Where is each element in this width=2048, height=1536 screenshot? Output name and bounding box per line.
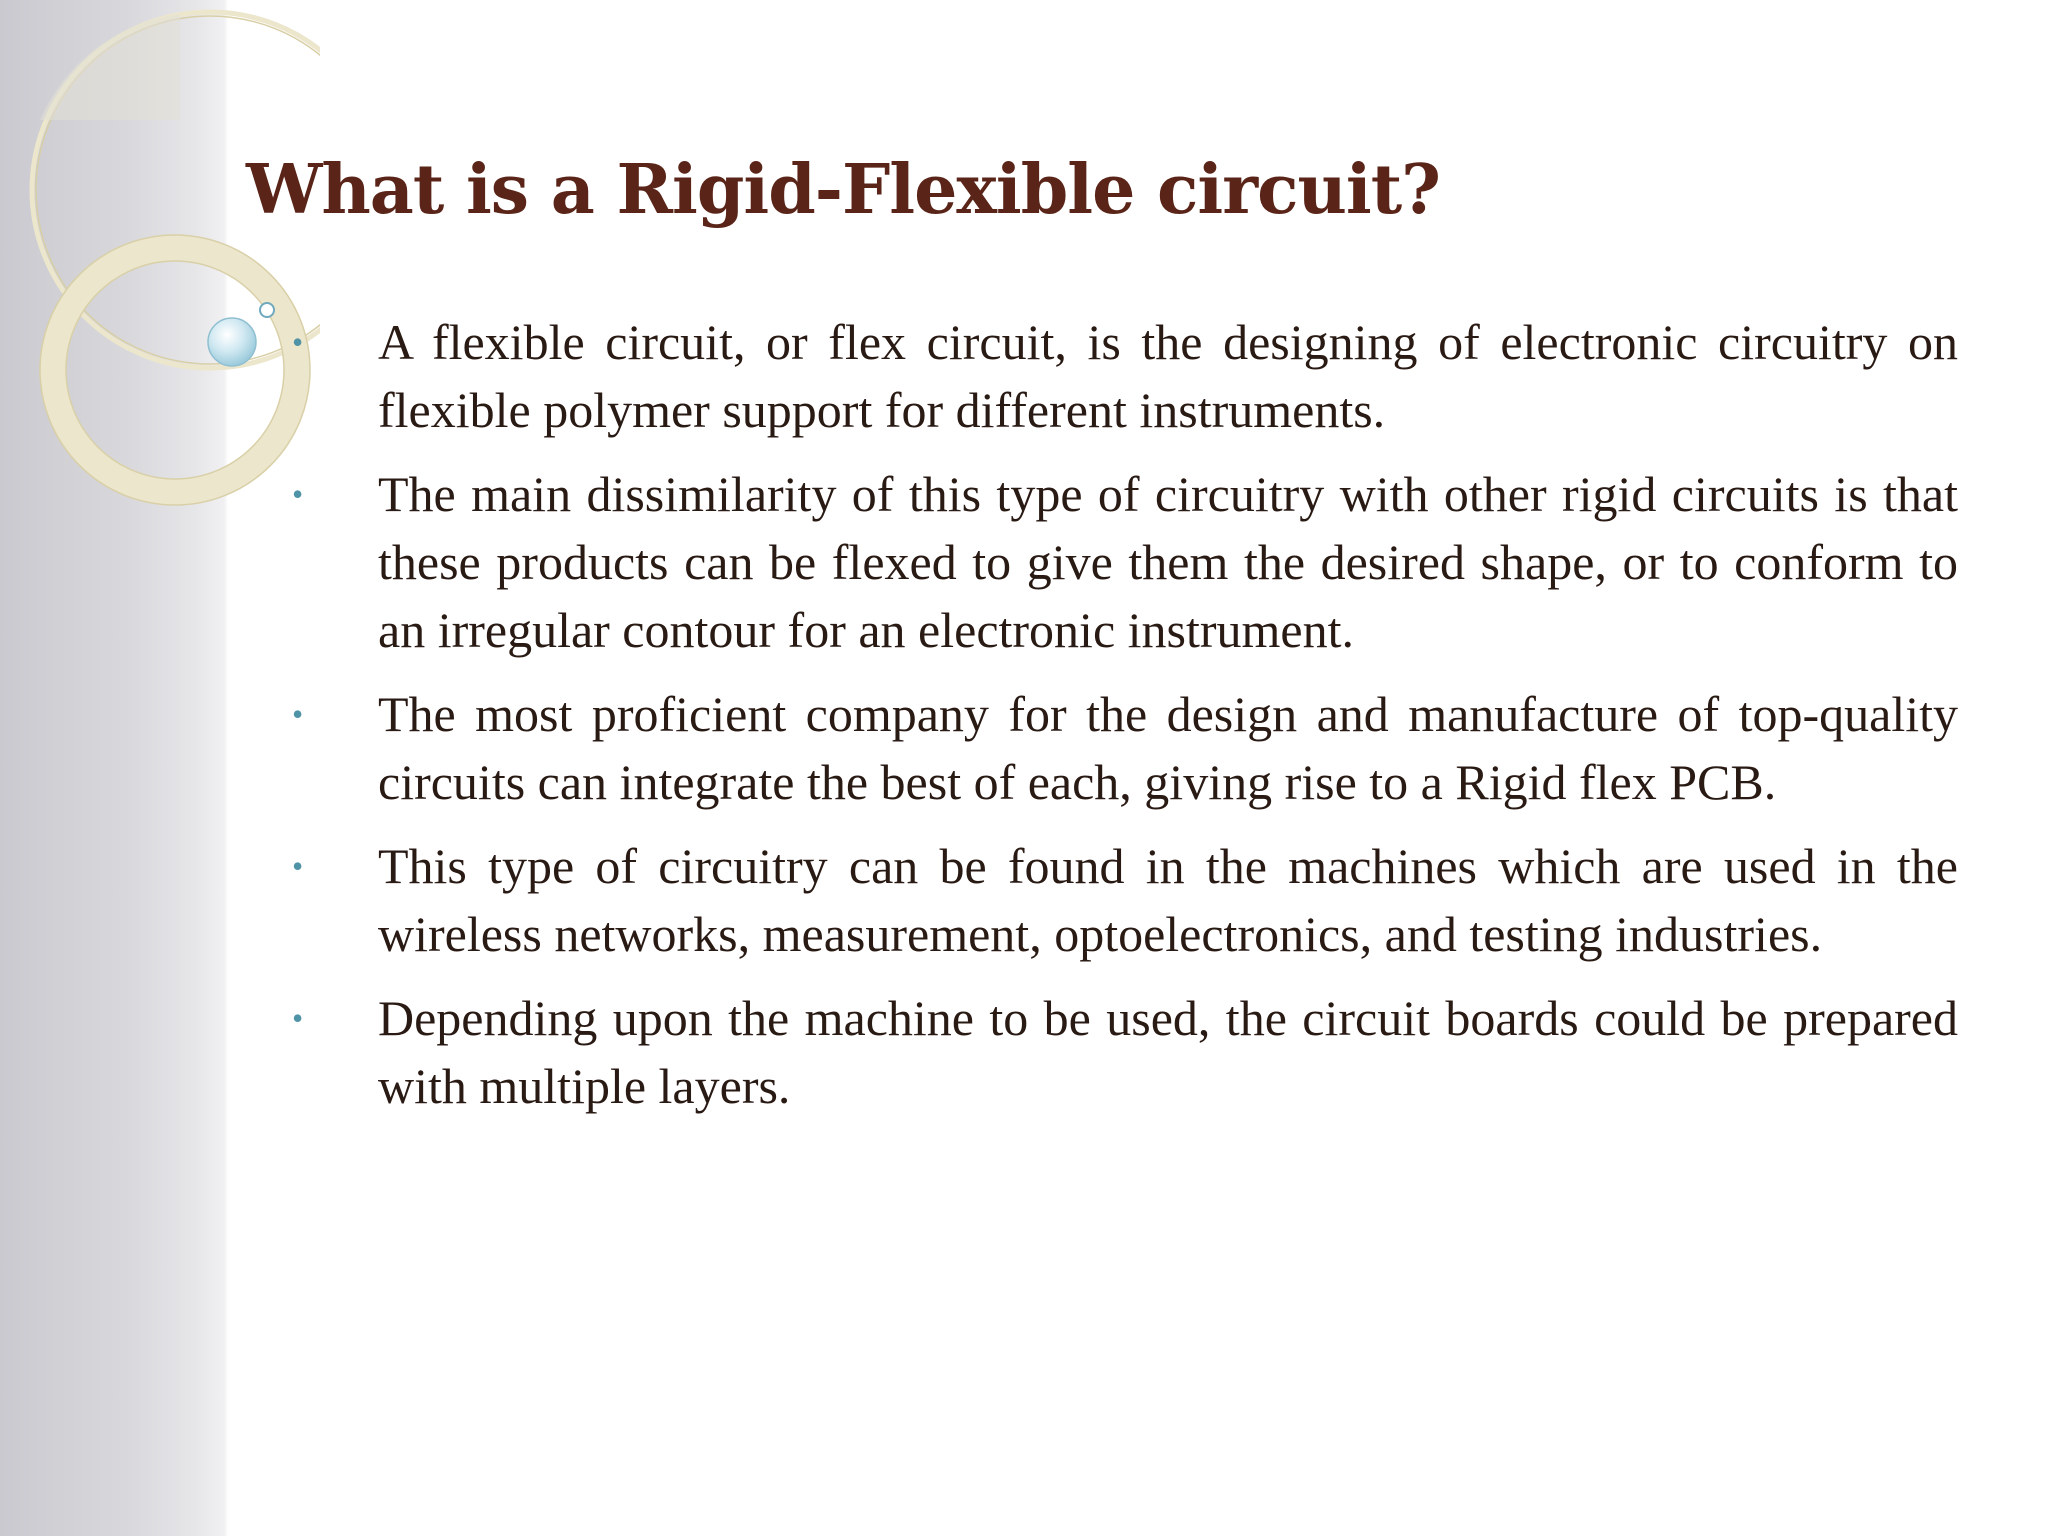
slide-title: What is a Rigid-Flexible circuit?: [246, 150, 1441, 230]
bullet-list: [290, 308, 1958, 1136]
bullet-item: [290, 832, 1958, 968]
bullet-text: Depending upon the machine to be used, the circuit boards could be prepared with multiple layers.: [378, 990, 1958, 1114]
bullet-item: [290, 984, 1958, 1120]
bullet-icon: •: [292, 696, 304, 732]
side-band: [0, 0, 228, 1536]
bullet-icon: •: [292, 476, 304, 512]
bullet-item: [290, 680, 1958, 816]
bullet-text: The main dissimilarity of this type of circuitry with other rigid circuits is that these products can be flexed to give them the desired shape, or to conform to an irregular contour for an electronic instrument.: [378, 466, 1958, 658]
bullet-icon: •: [292, 324, 304, 360]
bullet-item: [290, 308, 1958, 444]
bullet-text: The most proficient company for the design and manufacture of top-quality circuits can integrate the best of each, giving rise to a Rigid flex PCB.: [378, 686, 1958, 810]
bullet-icon: •: [292, 848, 304, 884]
bullet-text: A flexible circuit, or flex circuit, is the designing of electronic circuitry on flexible polymer support for different instruments.: [378, 314, 1958, 438]
bullet-item: [290, 460, 1958, 664]
bullet-icon: •: [292, 1000, 304, 1036]
small-bubble: [260, 303, 274, 317]
bullet-text: This type of circuitry can be found in the machines which are used in the wireless networks, measurement, optoelectronics, and testing industries.: [378, 838, 1958, 962]
